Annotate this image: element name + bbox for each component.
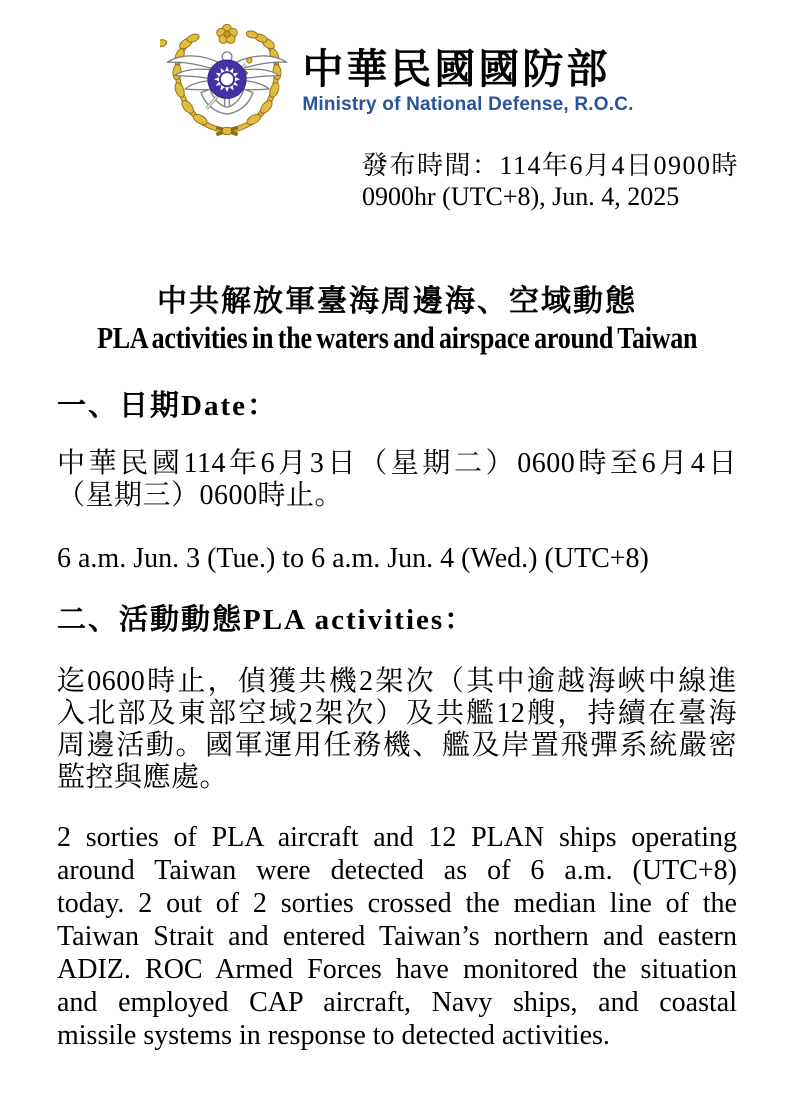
paragraph-line: missile systems in response to detected activities. [57,1020,610,1051]
org-name-block [302,46,633,116]
document-title-en: PLA activities in the waters and airspace around Taiwan [96,320,698,355]
org-name-en: Ministry of National Defense, R.O.C. [302,94,634,116]
paragraph-line: and employed CAP aircraft, Navy ships, and coastal [57,987,737,1018]
document-title [0,276,794,355]
paragraph-line: Taiwan Strait and entered Taiwan’s northern and eastern [57,921,737,952]
release-time-cn: 發布時間：114年6月4日0900時 [362,151,740,180]
section-date-heading: 一、日期Date： [57,390,278,422]
paragraph-line: ADIZ. ROC Armed Forces have monitored the situation [57,954,737,985]
paragraph-line: 6 a.m. Jun. 3 (Tue.) to 6 a.m. Jun. 4 (Wed.) (UTC+8) [57,543,649,574]
paragraph-line: （星期三）0600時止。 [57,480,344,511]
activities-paragraph-cn [57,666,737,794]
release-time-en: 0900hr (UTC+8), Jun. 4, 2025 [362,182,680,211]
date-paragraph-cn [57,448,737,512]
paragraph-line: around Taiwan were detected as of 6 a.m. (UTC+8) [57,855,737,886]
paragraph-line: 2 sorties of PLA aircraft and 12 PLAN ships operating [57,822,737,853]
section-activities-heading: 二、活動動態PLA activities： [57,604,476,636]
sun-disc-icon [208,60,246,98]
release-time [362,150,794,212]
paragraph-line: today. 2 out of 2 sorties crossed the median line of the [57,888,737,919]
plum-blossom-icon [217,24,238,43]
activities-paragraph-en [57,821,737,1052]
paragraph-line: 周邊活動。國軍運用任務機、艦及岸置飛彈系統嚴密 [57,730,737,761]
document-body [57,387,737,1052]
mnd-emblem [160,22,294,140]
date-paragraph-en [57,542,737,575]
org-name-cn: 中華民國國防部 [302,45,611,92]
header [0,0,794,140]
paragraph-line: 監控與應處。 [57,762,229,793]
document-title-cn: 中共解放軍臺海周邊海、空域動態 [157,285,637,318]
paragraph-line: 迄0600時止，偵獲共機2架次（其中逾越海峽中線進 [57,666,737,697]
paragraph-line: 入北部及東部空域2架次）及共艦12艘，持續在臺海 [57,698,737,729]
paragraph-line: 中華民國114年6月3日（星期二）0600時至6月4日 [57,448,737,479]
